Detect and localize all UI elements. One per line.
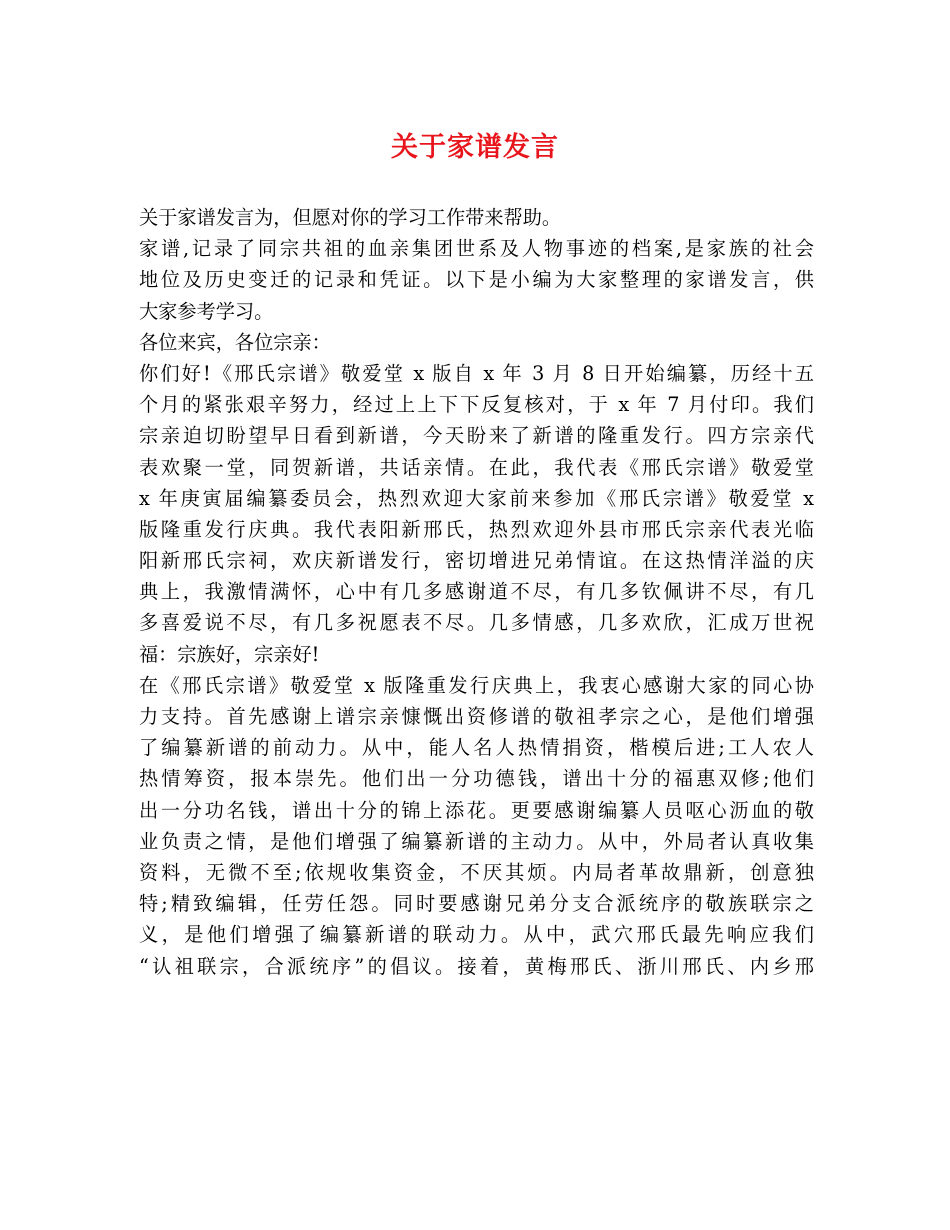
paragraph-line: 地位及历史变迁的记录和凭证。以下是小编为大家整理的家谱发言，供 [139,268,814,292]
paragraph-line: 你们好!《邢氏宗谱》敬爱堂 x 版自 x 年 3 月 8 日开始编纂，历经十五 [139,361,814,385]
paragraph-line: “认祖联宗，合派统序”的倡议。接着，黄梅邢氏、浙川邢氏、内乡邢 [139,954,814,978]
paragraph-line: 关于家谱发言为，但愿对你的学习工作带来帮助。 [139,206,562,229]
paragraph-line: 热情筹资，报本崇先。他们出一分功德钱，谱出十分的福惠双修;他们 [139,767,814,791]
paragraph-line: 个月的紧张艰辛努力，经过上上下下反复核对，于 x 年 7 月付印。我们 [139,393,814,417]
paragraph-line: 业负责之情，是他们增强了编纂新谱的主动力。从中，外局者认真收集 [139,829,814,853]
paragraph-line: 资料，无微不至;依规收集资金，不厌其烦。内局者革故鼎新，创意独 [139,860,814,884]
paragraph-line: 宗亲迫切盼望早日看到新谱，今天盼来了新谱的隆重发行。四方宗亲代 [139,424,814,448]
paragraph-line: 表欢聚一堂，同贺新谱，共话亲情。在此，我代表《邢氏宗谱》敬爱堂 [139,455,814,479]
paragraph-line: 阳新邢氏宗祠，欢庆新谱发行，密切增进兄弟情谊。在这热情洋溢的庆 [139,549,814,573]
paragraph-line: 福：宗族好，宗亲好! [139,642,320,666]
paragraph-line: 出一分功名钱，谱出十分的锦上添花。更要感谢编纂人员呕心沥血的敬 [139,798,814,822]
paragraph-line: 特;精致编辑，任劳任怨。同时要感谢兄弟分支合派统序的敬族联宗之 [139,892,814,916]
paragraph-line: 在《邢氏宗谱》敬爱堂 x 版隆重发行庆典上，我衷心感谢大家的同心协 [139,673,814,697]
paragraph-line: 义，是他们增强了编纂新谱的联动力。从中，武穴邢氏最先响应我们 [139,923,814,947]
paragraph-line: 典上，我激情满怀，心中有几多感谢道不尽，有几多钦佩讲不尽，有几 [139,580,814,604]
paragraph-line: 版隆重发行庆典。我代表阳新邢氏，热烈欢迎外县市邢氏宗亲代表光临 [139,517,814,541]
paragraph-line: 多喜爱说不尽，有几多祝愿表不尽。几多情感，几多欢欣，汇成万世祝 [139,611,814,635]
paragraph-line: 力支持。首先感谢上谱宗亲慷慨出资修谱的敬祖孝宗之心，是他们增强 [139,705,814,728]
paragraph-line: 各位来宾，各位宗亲： [139,330,331,354]
document-body [139,202,814,982]
document-title: 关于家谱发言 [391,132,559,163]
paragraph-line: 大家参考学习。 [139,299,274,323]
paragraph-line: 家谱,记录了同宗共祖的血亲集团世系及人物事迹的档案,是家族的社会 [139,237,814,261]
paragraph-line: 了编纂新谱的前动力。从中，能人名人热情捐资，楷模后进;工人农人 [139,736,814,760]
paragraph-line: x 年庚寅届编纂委员会，热烈欢迎大家前来参加《邢氏宗谱》敬爱堂 x [139,486,814,510]
